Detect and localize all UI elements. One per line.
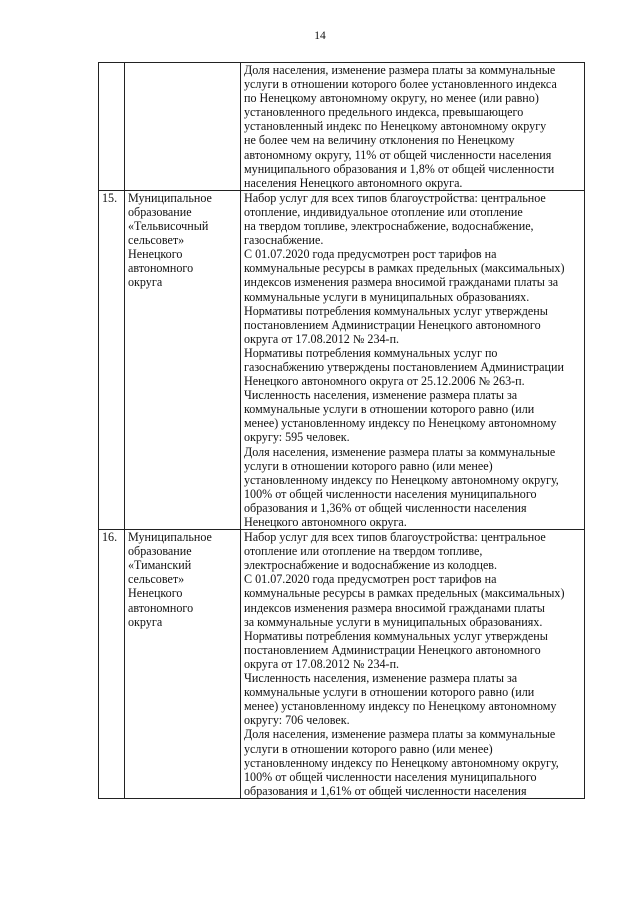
text-line: коммунальные услуги в отношении которого равно (или (244, 402, 535, 417)
table-body (99, 63, 585, 799)
text-line: 100% от общей численности населения муниципального (244, 769, 537, 784)
text-line: коммунальные ресурсы в рамках предельных (максимальных) (244, 261, 565, 276)
text-line: установленному индексу по Ненецкому автономному округу, (244, 472, 559, 487)
text-line: округа (128, 275, 163, 290)
municipality-name (125, 190, 241, 529)
text-line: услуги в отношении которого более установленного индекса (244, 77, 557, 92)
services-description (241, 190, 585, 529)
text-line: Нормативы потребления коммунальных услуг по (244, 345, 498, 360)
text-line: Доля населения, изменение размера платы за коммунальные (244, 63, 556, 77)
text-line: автономному округу, 11% от общей численности населения (244, 147, 552, 162)
text-line: не более чем на величину отклонения по Ненецкому (244, 133, 515, 148)
text-line: по Ненецкому автономному округу, но менее (или равно) (244, 91, 539, 106)
text-line: С 01.07.2020 года предусмотрен рост тарифов на (244, 247, 497, 262)
text-line: услуги в отношении которого равно (или менее) (244, 741, 493, 756)
text-line: газоснабжение. (244, 233, 324, 248)
text-line: муниципального образования и 1,8% от общей численности (244, 161, 555, 176)
text-line: индексов изменения размера вносимой гражданами платы за (244, 275, 559, 290)
text-line: коммунальные услуги в отношении которого равно (или (244, 685, 535, 700)
text-line: Ненецкого автономного округа от 25.12.2006 № 263-п. (244, 374, 525, 389)
text-line: «Тельвисочный (128, 219, 209, 234)
row-number: 15. (99, 190, 125, 529)
text-line: образования и 1,61% от общей численности населения (244, 783, 527, 798)
text-line: за коммунальные услуги в муниципальных образованиях. (244, 614, 543, 629)
text-line: индексов изменения размера вносимой гражданами платы (244, 600, 545, 615)
text-line: услуги в отношении которого равно (или менее) (244, 458, 493, 473)
text-line: автономного (128, 600, 194, 615)
services-description (241, 63, 585, 191)
text-line: Набор услуг для всех типов благоустройства: центральное (244, 530, 546, 545)
text-line: электроснабжение и водоснабжение из колодцев. (244, 558, 498, 573)
text-line: Набор услуг для всех типов благоустройства: центральное (244, 190, 546, 205)
text-line: постановлением Администрации Ненецкого автономного (244, 317, 541, 332)
text-line: отопление или отопление на твердом топливе, (244, 544, 483, 559)
text-line: сельсовет» (128, 572, 185, 587)
text-line: Доля населения, изменение размера платы за коммунальные (244, 444, 556, 459)
text-line: газоснабжению утверждены постановлением Администрации (244, 359, 564, 374)
text-line: округу: 595 человек. (244, 430, 350, 445)
text-line: установленного предельного индекса, превышающего (244, 105, 524, 120)
text-line: установленный индекс по Ненецкому автономному округу (244, 119, 547, 134)
text-line: «Тиманский (128, 558, 192, 573)
table-row (99, 190, 585, 529)
table-row (99, 63, 585, 191)
text-line: на твердом топливе, электроснабжение, водоснабжение, (244, 219, 534, 234)
text-line: коммунальные услуги в муниципальных образованиях. (244, 289, 530, 304)
text-line: округа (128, 614, 163, 629)
text-line: Муниципальное (128, 190, 212, 205)
text-line: 100% от общей численности населения муниципального (244, 486, 537, 501)
text-line: Нормативы потребления коммунальных услуг утверждены (244, 628, 548, 643)
municipality-name (125, 63, 241, 191)
text-line: Ненецкого (128, 586, 183, 601)
text-line: менее) установленному индексу по Ненецкому автономному (244, 699, 557, 714)
table-row (99, 530, 585, 799)
text-line: установленному индексу по Ненецкому автономному округу, (244, 755, 559, 770)
municipal-services-table (98, 62, 585, 799)
row-number (99, 63, 125, 191)
text-line: менее) установленному индексу по Ненецкому автономному (244, 416, 557, 431)
municipality-name (125, 530, 241, 799)
text-line: Нормативы потребления коммунальных услуг утверждены (244, 303, 548, 318)
text-line: округа от 17.08.2012 № 234-п. (244, 656, 400, 671)
text-line: сельсовет» (128, 233, 185, 248)
page-number: 14 (314, 30, 326, 42)
row-number: 16. (99, 530, 125, 799)
text-line: Доля населения, изменение размера платы за коммунальные (244, 727, 556, 742)
text-line: образование (128, 544, 192, 559)
text-line: постановлением Администрации Ненецкого автономного (244, 642, 541, 657)
text-line: Численность населения, изменение размера платы за (244, 388, 518, 403)
text-line: образования и 1,36% от общей численности населения (244, 500, 527, 515)
text-line: Ненецкого (128, 247, 183, 262)
text-line: коммунальные ресурсы в рамках предельных (максимальных) (244, 586, 565, 601)
text-line: Ненецкого автономного округа. (244, 515, 407, 529)
text-line: населения Ненецкого автономного округа. (244, 175, 463, 190)
services-description (241, 530, 585, 799)
text-line: Численность населения, изменение размера платы за (244, 671, 518, 686)
text-line: автономного (128, 261, 194, 276)
text-line: образование (128, 204, 192, 219)
text-line: С 01.07.2020 года предусмотрен рост тарифов на (244, 572, 497, 587)
text-line: округу: 706 человек. (244, 713, 350, 728)
text-line: округа от 17.08.2012 № 234-п. (244, 331, 400, 346)
text-line: Муниципальное (128, 530, 212, 545)
text-line: отопление, индивидуальное отопление или отопление (244, 204, 523, 219)
